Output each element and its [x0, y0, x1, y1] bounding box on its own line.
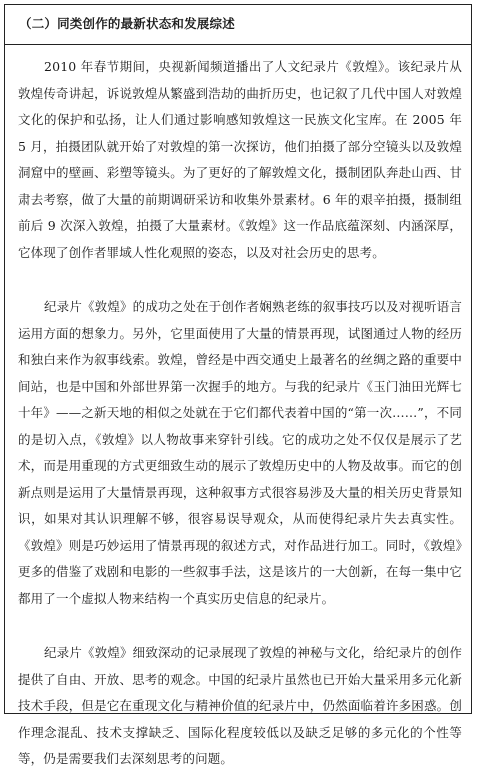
document-body	[18, 54, 462, 773]
paragraph-2: 纪录片《敦煌》的成功之处在于创作者娴熟老练的叙事技巧以及对视听语言运用方面的想象力。另外，它里面使用了大量的情景再现，试图通过人物的经历和独白来作为叙事线索。敦煌，曾经是中西交通史上最著名的丝绸之路的重要中间站，也是中国和外部世界第一次握手的地方。与我的纪录片《玉门油田光辉七十年》——之新天地的相似之处就在于它们都代表着中国的“第一次……”，不同的是切入点，《敦煌》以人物故事来穿针引线。它的成功之处不仅仅是展示了艺术，而是用重现的方式更细致生动的展示了敦煌历史中的人物及故事。而它的创新点则是运用了大量情景再现，这种叙事方式很容易涉及大量的相关历史背景知识，如果对其认识理解不够，很容易误导观众，从而使得纪录片失去真实性。《敦煌》则是巧妙运用了情景再现的叙述方式，对作品进行加工。同时，《敦煌》更多的借鉴了戏剧和电影的一些叙事手法，这是该片的一大创新，在每一集中它都用了一个虚拟人物来结构一个真实历史信息的纪录片。	[18, 299, 462, 606]
section-heading: （二）同类创作的最新状态和发展综述	[19, 16, 235, 31]
section-heading-row	[5, 5, 471, 45]
paragraph-3: 纪录片《敦煌》细致深动的记录展现了敦煌的神秘与文化，给纪录片的创作提供了自由、开放、思考的观念。中国的纪录片虽然也已开始大量采用多元化新技术手段，但是它在重现文化与精神价值的纪录片中，仍然面临着许多困惑。创作理念混乱、技术支撑缺乏、国际化程度较低以及缺乏足够的多元化的个性等等，仍是需要我们去深刻思考的问题。	[18, 645, 462, 766]
paragraph-1: 2010 年春节期间，央视新闻频道播出了人文纪录片《敦煌》。该纪录片从敦煌传奇讲起，诉说敦煌从繁盛到浩劫的曲折历史，也记叙了几代中国人对敦煌文化的保护和弘扬，让人们通过影响感知敦煌这一民族文化宝库。在 2005 年 5 月，拍摄团队就开始了对敦煌的第一次探访，他们拍摄了部分空镜头以及敦煌洞窟中的壁画、彩塑等镜头。为了更好的了解敦煌文化，摄制团队奔赴山西、甘肃去考察，做了大量的前期调研采访和收集外景素材。6 年的艰辛拍摄，摄制组前后 9 次深入敦煌，拍摄了大量素材。《敦煌》这一作品底蕴深刻、内涵深厚，它体现了创作者罪域人性化观照的姿态，以及对社会历史的思考。	[18, 59, 462, 260]
